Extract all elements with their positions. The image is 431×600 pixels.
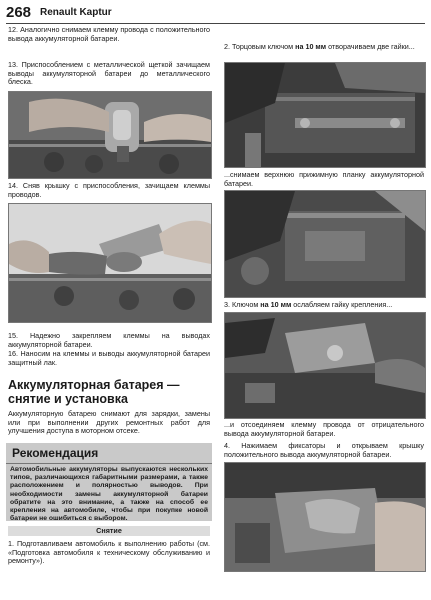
battery-bar-removed-photo <box>224 190 426 298</box>
header-rule <box>6 23 425 24</box>
positive-cover-photo <box>224 462 426 572</box>
paragraph-16: 16. Наносим на клеммы и выводы аккумуляторной батареи защитный лак. <box>8 349 210 367</box>
caption-2 <box>224 43 424 52</box>
caption-bar-removed: ...снимаем верхнюю прижимную планку аккумуляторной батареи. <box>224 170 424 188</box>
recommendation-rule <box>6 463 212 464</box>
caption-negative: ...и отсоединяем клемму провода от отрицательного вывода аккумуляторной батареи. <box>224 420 424 438</box>
section-intro: Аккумуляторную батарею снимают для зарядки, замены или при выполнении других ремонтных работ для улучшения доступа в моторном отсеке. <box>8 409 210 436</box>
caption-3-text: 3. Ключом <box>224 300 261 309</box>
running-title: Renault Kaptur <box>40 7 112 18</box>
caption-14: 14. Сняв крышку с приспособления, зачищаем клеммы проводов. <box>8 181 210 199</box>
recommendation-text: Автомобильные аккумуляторы выпускаются нескольких типов, различающихся габаритными размерами, а также расположением и полярностью выводов. При необходимости замены аккумуляторной батареи обратите на это внимание, а также на способ ее крепления на автомобиле, чтобы при покупке новой батареи не ошибиться с выбором. <box>10 466 208 523</box>
section-title: Аккумуляторная батарея — снятие и установка <box>8 378 180 406</box>
caption-3-tail: ослабляем гайку крепления... <box>291 300 393 309</box>
clamp-cleaning-photo <box>8 203 212 323</box>
recommendation-box <box>6 443 212 521</box>
paragraph-15: 15. Надежно закрепляем клеммы на выводах аккумуляторной батареи. <box>8 331 210 349</box>
caption-3 <box>224 301 424 310</box>
step-1: 1. Подготавливаем автомобиль к выполнению работы (см. «Подготовка автомобиля к техническому обслуживанию и ремонту»). <box>8 539 210 566</box>
paragraph-12: 12. Аналогично снимаем клемму провода с положительного вывода аккумуляторной батареи. <box>8 25 210 43</box>
page-number: 268 <box>6 4 32 21</box>
caption-2-tail: отворачиваем две гайки... <box>326 42 415 51</box>
recommendation-title: Рекомендация <box>12 446 99 460</box>
terminal-cleaner-photo <box>8 91 212 179</box>
caption-3-bold: на 10 мм <box>260 300 292 309</box>
caption-2-bold: на 10 мм <box>295 42 327 51</box>
caption-2-text: 2. Торцовым ключом <box>224 42 296 51</box>
caption-4: 4. Нажимаем фиксаторы и открываем крышку положительного вывода аккумуляторной батареи. <box>224 441 424 459</box>
negative-terminal-photo <box>224 312 426 419</box>
subsection-removal: Снятие <box>8 526 210 536</box>
battery-bar-nuts-photo <box>224 62 426 168</box>
paragraph-13: 13. Приспособлением с металлической щеткой зачищаем выводы аккумуляторной батареи до металлического блеска. <box>8 60 210 87</box>
